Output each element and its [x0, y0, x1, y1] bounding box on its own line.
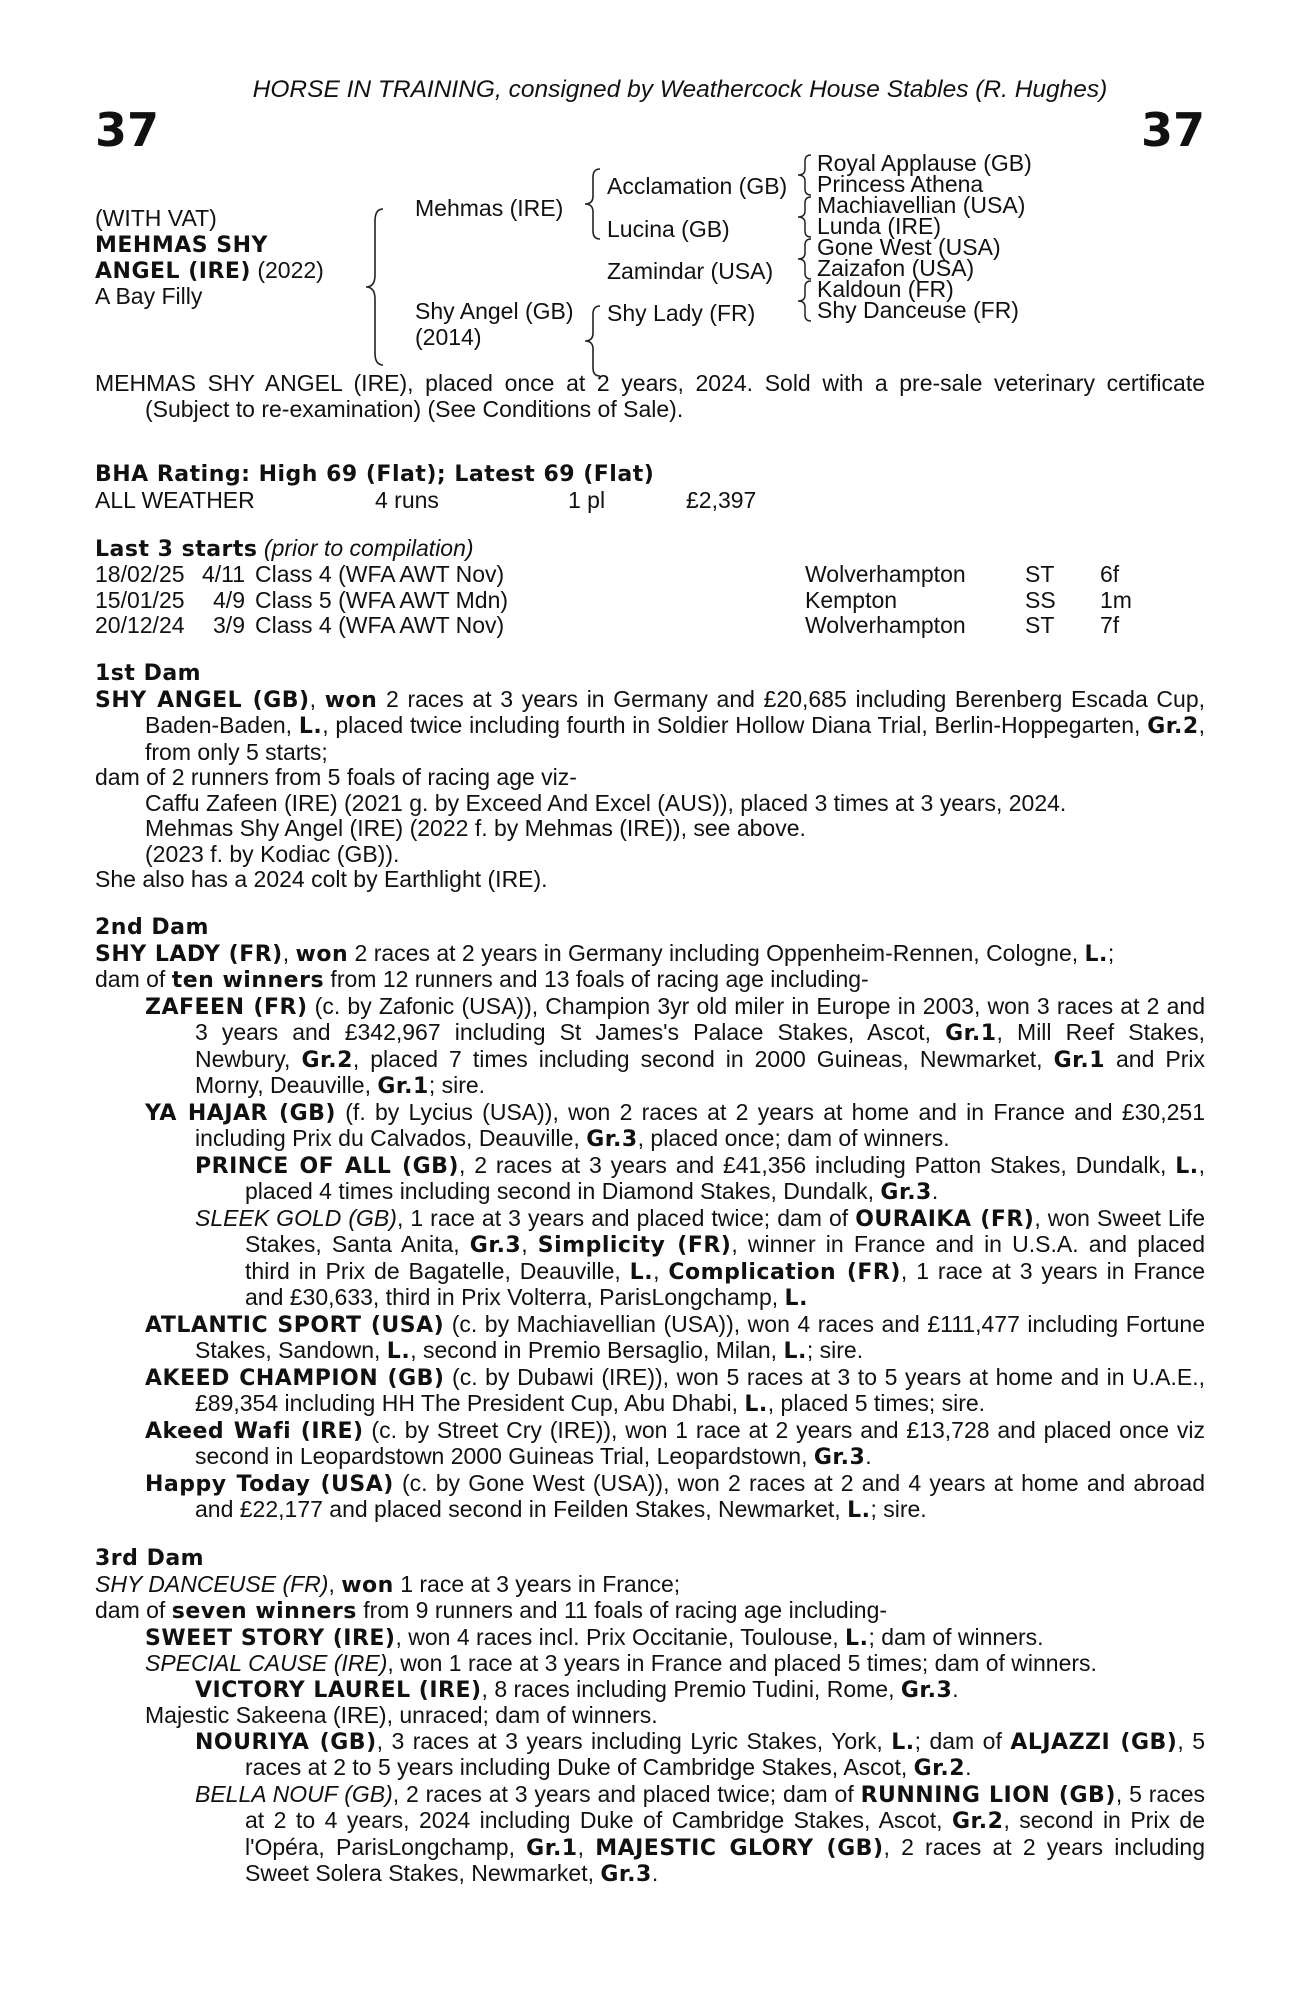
- happy-today-entry: Happy Today (USA) (c. by Gone West (USA)), won 2 races at 2 and 4 years at home and abroad and £22,177 and placed second in Feilden Stakes, Newmarket, L.; sire.: [145, 1469, 1206, 1523]
- lot-number-row: [95, 105, 1205, 155]
- g4: Lunda (IRE): [817, 213, 942, 239]
- third-dam-heading: 3rd Dam: [95, 1545, 205, 1571]
- dam: Shy Angel (GB): [415, 298, 574, 324]
- start-row: 15/01/25 4/9 Class 5 (WFA AWT Mdn) Kempton SS 1m: [95, 586, 1132, 613]
- vat-note: (WITH VAT): [95, 205, 217, 231]
- produce-4: She also has a 2024 colt by Earthlight (IRE).: [95, 866, 548, 892]
- horse-description: A Bay Filly: [95, 283, 203, 309]
- catalogue-page: [95, 75, 1205, 1888]
- sire-dam-brace: [363, 207, 385, 367]
- first-dam-produce: dam of 2 runners from 5 foals of racing age viz-: [95, 764, 577, 790]
- prince-of-all-entry: PRINCE OF ALL (GB), 2 races at 3 years and £41,356 including Patton Stakes, Dundalk, L., placed 4 times including second in Diamond Stakes, Dundalk, Gr.3.: [195, 1151, 1205, 1205]
- lot-number-right: 37: [1140, 103, 1205, 157]
- g8: Shy Danceuse (FR): [817, 297, 1019, 323]
- special-cause-entry: SPECIAL CAUSE (IRE), won 1 race at 3 years in France and placed 5 times; dam of winners.: [145, 1650, 1097, 1676]
- produce-2: Mehmas Shy Angel (IRE) (2022 f. by Mehmas (IRE)), see above.: [145, 815, 806, 841]
- third-dam-record: SHY DANCEUSE (FR), won 1 race at 3 years in France;: [95, 1570, 681, 1598]
- lot-number-left: 37: [95, 103, 160, 157]
- ya-hajar-entry: YA HAJAR (GB) (f. by Lycius (USA)), won 2 races at 2 years at home and in France and £30,251 including Prix du Calvados, Deauville, Gr.3, placed once; dam of winners.: [145, 1098, 1205, 1152]
- second-dam-produce: dam of ten winners from 12 runners and 13 foals of racing age including-: [95, 966, 869, 993]
- start-row: 20/12/24 3/9 Class 4 (WFA AWT Nov) Wolverhampton ST 7f: [95, 612, 1120, 638]
- start-row: 18/02/25 4/11 Class 4 (WFA AWT Nov) Wolverhampton ST 6f: [95, 561, 1120, 587]
- sire-parents-brace: [582, 167, 602, 241]
- consignment-line: HORSE IN TRAINING, consigned by Weathercock House Stables (R. Hughes): [252, 76, 1108, 103]
- majestic-sakeena-entry: Majestic Sakeena (IRE), unraced; dam of winners.: [145, 1702, 658, 1728]
- first-dam-record: SHY ANGEL (GB), won 2 races at 3 years in Germany and £20,685 including Berenberg Escada Cup, Baden-Baden, L., placed twice including fourth in Soldier Hollow Diana Trial, Berlin-Hoppegarten, Gr.2, from only 5 starts;: [95, 685, 1206, 765]
- last-starts-heading: Last 3 starts (prior to compilation): [95, 534, 474, 562]
- g-brace-2: [795, 195, 813, 239]
- pedigree-table: [95, 150, 1205, 375]
- g-brace-3: [795, 237, 813, 281]
- victory-laurel-entry: VICTORY LAUREL (IRE), 8 races including Premio Tudini, Rome, Gr.3.: [195, 1675, 959, 1703]
- sire-sire: Acclamation (GB): [607, 173, 788, 199]
- horse-name-line2: ANGEL (IRE) (2022): [95, 257, 324, 284]
- bella-nouf-entry: BELLA NOUF (GB), 2 races at 3 years and placed twice; dam of RUNNING LION (GB), 5 races at 2 to 4 years, 2024 including Duke of Cambridge Stakes, Ascot, Gr.2, second in Prix de l'Opéra, ParisLongchamp, Gr.1, MAJESTIC GLORY (GB), 2 races at 2 years including Sweet Solera Stakes, Newmarket, Gr.3.: [195, 1780, 1205, 1887]
- g6: Zaizafon (USA): [817, 255, 975, 281]
- third-dam-produce: dam of seven winners from 9 runners and 11 foals of racing age including-: [95, 1597, 888, 1624]
- g1: Royal Applause (GB): [817, 150, 1032, 176]
- atlantic-sport-entry: ATLANTIC SPORT (USA) (c. by Machiavellian (USA)), won 4 races and £111,477 including Fortune Stakes, Sandown, L., second in Premio Bersaglio, Milan, L.; sire.: [145, 1310, 1205, 1364]
- g3: Machiavellian (USA): [817, 192, 1026, 218]
- bha-row: ALL WEATHER 4 runs 1 pl £2,397: [95, 487, 757, 513]
- dam-sire: Zamindar (USA): [607, 258, 774, 284]
- g2: Princess Athena: [817, 171, 984, 197]
- akeed-champion-entry: AKEED CHAMPION (GB) (c. by Dubawi (IRE)), won 5 races at 3 to 5 years at home and in U.A.E., £89,354 including HH The President Cup, Abu Dhabi, L., placed 5 times; sire.: [145, 1363, 1205, 1417]
- second-dam-record: SHY LADY (FR), won 2 races at 2 years in Germany including Oppenheim-Rennen, Cologne, L.;: [95, 939, 1115, 967]
- g-brace-4: [795, 279, 813, 323]
- akeed-wafi-entry: Akeed Wafi (IRE) (c. by Street Cry (IRE)), won 1 race at 2 years and £13,728 and placed once viz second in Leopardstown 2000 Guineas Trial, Leopardstown, Gr.3.: [145, 1416, 1206, 1470]
- nouriya-entry: NOURIYA (GB), 3 races at 3 years including Lyric Stakes, York, L.; dam of ALJAZZI (GB), 5 races at 2 to 5 years including Duke of Cambridge Stakes, Ascot, Gr.2.: [195, 1727, 1205, 1781]
- summary: MEHMAS SHY ANGEL (IRE), placed once at 2 years, 2024. Sold with a pre-sale veterinary certificate (Subject to re-examination) (See Conditions of Sale).: [95, 370, 1205, 422]
- zafeen-entry: ZAFEEN (FR) (c. by Zafonic (USA)), Champion 3yr old miler in Europe in 2003, won 3 races at 2 and 3 years and £342,967 including St James's Palace Stakes, Ascot, Gr.1, Mill Reef Stakes, Newbury, Gr.2, placed 7 times including second in 2000 Guineas, Newmarket, Gr.1 and Prix Morny, Deauville, Gr.1; sire.: [145, 992, 1205, 1099]
- g-brace-1: [795, 153, 813, 197]
- produce-3: (2023 f. by Kodiac (GB)).: [145, 840, 400, 867]
- second-dam-heading: 2nd Dam: [95, 914, 209, 940]
- sweet-story-entry: SWEET STORY (IRE), won 4 races incl. Prix Occitanie, Toulouse, L.; dam of winners.: [145, 1623, 1044, 1651]
- sire-dam: Lucina (GB): [607, 216, 730, 242]
- first-dam-heading: 1st Dam: [95, 660, 202, 686]
- dam-year: (2014): [415, 324, 482, 350]
- g7: Kaldoun (FR): [817, 276, 954, 302]
- g5: Gone West (USA): [817, 234, 1001, 260]
- produce-1: Caffu Zafeen (IRE) (2021 g. by Exceed And Excel (AUS)), placed 3 times at 3 years, 2024.: [145, 789, 1067, 816]
- sire: Mehmas (IRE): [415, 195, 564, 221]
- dam-parents-brace: [582, 304, 602, 378]
- dam-dam: Shy Lady (FR): [607, 300, 756, 326]
- bha-heading: BHA Rating: High 69 (Flat); Latest 69 (Flat): [95, 462, 655, 487]
- sleek-gold-entry: SLEEK GOLD (GB), 1 race at 3 years and placed twice; dam of OURAIKA (FR), won Sweet Life Stakes, Santa Anita, Gr.3, Simplicity (FR), winner in France and in U.S.A. and placed third in Prix de Bagatelle, Deauville, L., Complication (FR), 1 race at 3 years in France and £30,633, third in Prix Volterra, ParisLongchamp, L.: [195, 1204, 1206, 1311]
- horse-name-line1: MEHMAS SHY: [95, 233, 268, 258]
